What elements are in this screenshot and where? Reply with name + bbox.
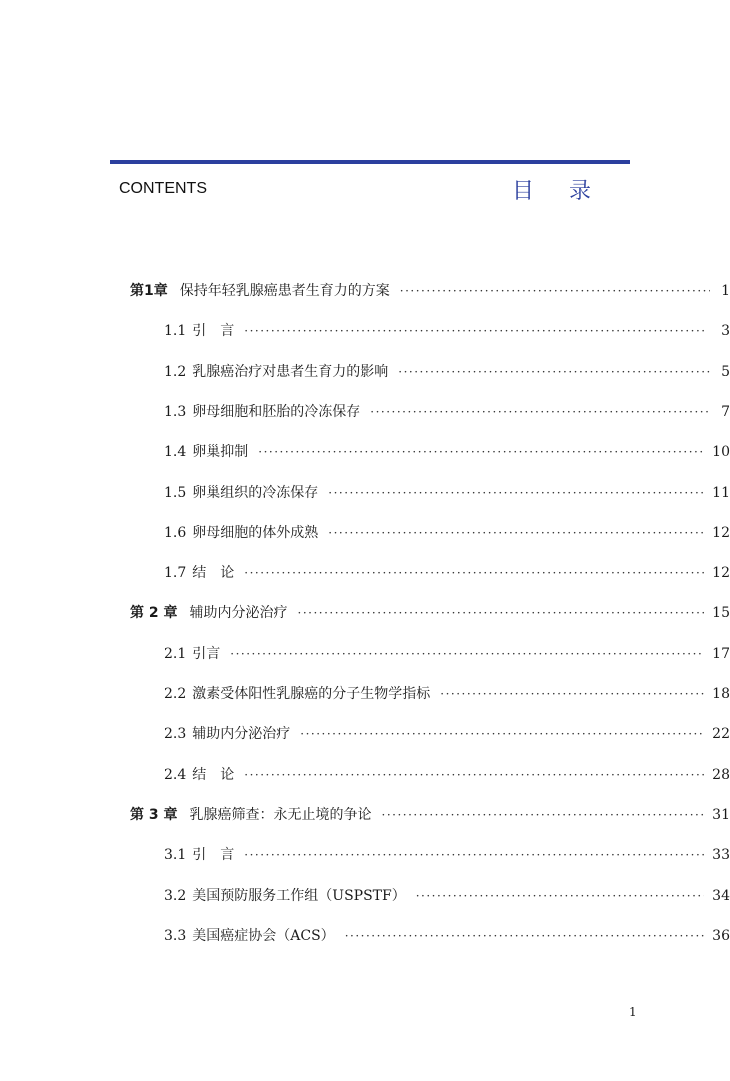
toc-entry-number: 2.3 [164, 726, 187, 742]
toc-page-number: 1 [721, 283, 730, 299]
toc-entry-number: 第 2 章 [130, 605, 178, 621]
toc-entry-number: 1.5 [164, 485, 187, 501]
toc-entry-title: 乳腺癌治疗对患者生育力的影响 [192, 364, 389, 380]
toc-leader-dots [244, 318, 704, 344]
toc-page-number: 33 [712, 847, 730, 863]
toc-leader-dots [440, 681, 704, 707]
toc-section-row[interactable] [0, 399, 730, 425]
toc-entry-number: 2.1 [164, 646, 187, 662]
toc-chapter-row[interactable] [0, 802, 730, 828]
toc-entry-number: 2.4 [164, 767, 187, 783]
toc-entry-title: 保持年轻乳腺癌患者生育力的方案 [179, 283, 390, 299]
toc-section-row[interactable] [0, 641, 730, 667]
toc-page-number: 22 [712, 726, 730, 742]
toc-entry-title: 卵母细胞和胚胎的冷冻保存 [192, 404, 361, 420]
toc-entry-title: 引 言 [192, 847, 235, 863]
toc-section-row[interactable] [0, 681, 730, 707]
toc-entry-number: 1.3 [164, 404, 187, 420]
toc-page-number: 11 [712, 485, 730, 501]
toc-section-row[interactable] [0, 560, 730, 586]
toc-page-number: 28 [712, 767, 730, 783]
toc-entry-number: 第1章 [130, 283, 168, 299]
toc-page-number: 7 [721, 404, 730, 420]
toc-leader-dots [244, 762, 704, 788]
toc-entry-number: 1.2 [164, 364, 187, 380]
toc-section-row[interactable] [0, 480, 730, 506]
toc-leader-dots [328, 480, 704, 506]
toc-chapter-row[interactable] [0, 278, 730, 304]
toc-leader-dots [298, 600, 705, 626]
toc-page-number: 12 [712, 565, 730, 581]
toc-leader-dots [345, 923, 704, 949]
toc-leader-dots [416, 883, 704, 909]
toc-leader-dots [230, 641, 704, 667]
toc-section-row[interactable] [0, 842, 730, 868]
header-rule [110, 160, 630, 164]
toc-page-number: 17 [712, 646, 730, 662]
toc-section-row[interactable] [0, 883, 730, 909]
toc-page-number: 5 [721, 364, 730, 380]
toc-section-row[interactable] [0, 439, 730, 465]
toc-leader-dots [370, 399, 709, 425]
toc-leader-dots [244, 842, 704, 868]
toc-leader-dots [300, 721, 704, 747]
toc-leader-dots [400, 278, 711, 304]
toc-leader-dots [398, 359, 710, 385]
toc-entry-title: 辅助内分泌治疗 [189, 605, 288, 621]
toc-section-row[interactable] [0, 762, 730, 788]
toc-entry-number: 1.4 [164, 444, 187, 460]
toc-entry-title: 美国癌症协会（ACS） [192, 928, 335, 944]
toc-entry-title: 引 言 [192, 323, 235, 339]
toc-page-number: 12 [712, 525, 730, 541]
toc-section-row[interactable] [0, 359, 730, 385]
toc-entry-title: 激素受体阳性乳腺癌的分子生物学指标 [192, 686, 431, 702]
page-title: 目 录 [512, 179, 605, 204]
toc-leader-dots [244, 560, 704, 586]
toc-entry-title: 辅助内分泌治疗 [192, 726, 291, 742]
toc-section-row[interactable] [0, 520, 730, 546]
toc-entry-number: 1.7 [164, 565, 187, 581]
toc-page-number: 31 [712, 807, 730, 823]
toc-entry-number: 第 3 章 [130, 807, 178, 823]
toc-entry-number: 3.1 [164, 847, 187, 863]
toc-page-number: 36 [712, 928, 730, 944]
toc-page-number: 34 [712, 888, 730, 904]
toc-leader-dots [328, 520, 704, 546]
toc-section-row[interactable] [0, 318, 730, 344]
toc-page-number: 15 [712, 605, 730, 621]
toc-page-number: 3 [721, 323, 730, 339]
toc-entry-title: 结 论 [192, 565, 235, 581]
toc-entry-title: 卵母细胞的体外成熟 [192, 525, 319, 541]
toc-entry-title: 引言 [192, 646, 221, 662]
toc-page-number: 18 [712, 686, 730, 702]
toc-entry-title: 卵巢组织的冷冻保存 [192, 485, 319, 501]
toc-section-row[interactable] [0, 923, 730, 949]
toc-entry-number: 3.2 [164, 888, 187, 904]
contents-label: CONTENTS [119, 180, 207, 197]
toc-leader-dots [258, 439, 704, 465]
page-number: 1 [629, 1005, 637, 1019]
toc-page-number: 10 [712, 444, 730, 460]
toc-entry-number: 1.6 [164, 525, 187, 541]
toc-section-row[interactable] [0, 721, 730, 747]
toc-entry-title: 结 论 [192, 767, 235, 783]
toc-leader-dots [382, 802, 705, 828]
toc-entry-title: 卵巢抑制 [192, 444, 249, 460]
toc-entry-number: 1.1 [164, 323, 187, 339]
toc-entry-title: 美国预防服务工作组（USPSTF） [192, 888, 406, 904]
toc-chapter-row[interactable] [0, 600, 730, 626]
toc-entry-title: 乳腺癌筛查：永无止境的争论 [189, 807, 372, 823]
toc-entry-number: 2.2 [164, 686, 187, 702]
toc-entry-number: 3.3 [164, 928, 187, 944]
